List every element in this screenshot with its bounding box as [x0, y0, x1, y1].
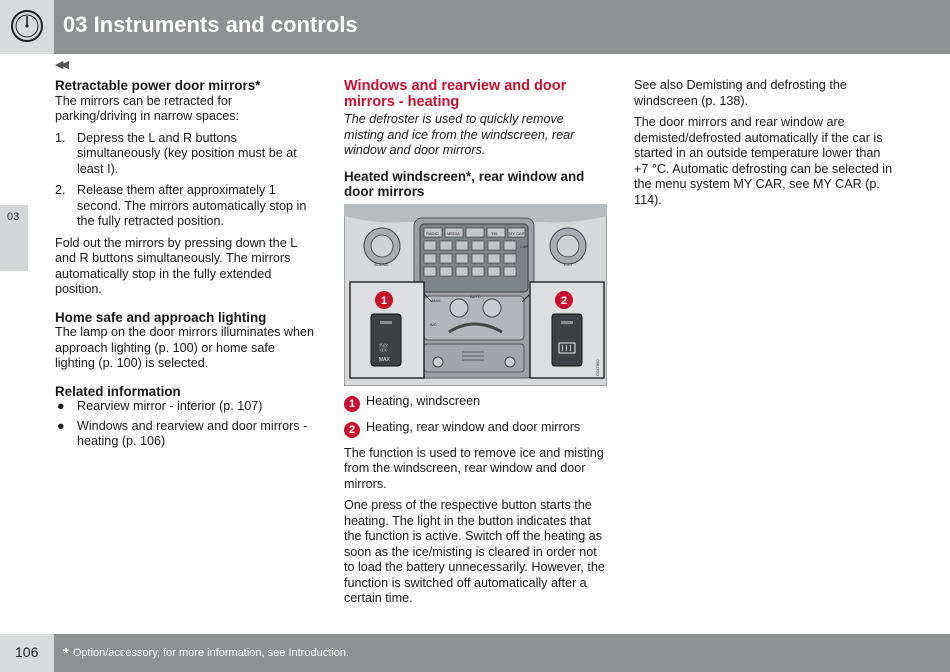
bullet: ●	[57, 399, 65, 413]
figure-code: G047860	[595, 359, 600, 376]
max-label: MAX	[379, 356, 390, 363]
figure-badge-2: 2	[560, 294, 568, 307]
section-intro: The defroster is used to quickly remove misting and ice from the windscreen, rear window and door mirrors.	[344, 112, 575, 157]
related-link[interactable]: Rearview mirror - interior (p. 107)	[77, 399, 263, 413]
section-heading: Windows and rearview and door mirrors - heating	[344, 78, 567, 110]
panel-label-exit: EXIT	[564, 261, 573, 267]
auto-defrost-text: The door mirrors and rear window are demisted/defrosted automatically if the car is started in an outside temperature lower than +7 °C. Automatic defrosting can be selected in the menu system MY CAR, see MY CAR (p. 114).	[634, 115, 893, 207]
operation-text: One press of the respective button starts the heating. The light in the button indicates that the function is active. Switch off the heating as soon as the ice/misting is cleared in order not to load the battery unnecessarily. However, the function is switched off automatically after a certain time.	[344, 498, 605, 605]
steps-list	[55, 131, 317, 230]
windscreen-defrost-icon: ⛆	[379, 341, 388, 355]
step-number: 2.	[55, 183, 66, 197]
step-text: Depress the L and R buttons simultaneously (key position must be at least I).	[77, 130, 297, 176]
list-item[interactable]	[55, 419, 317, 450]
control-panel-illustration	[344, 204, 607, 386]
step-number: 1.	[55, 130, 66, 145]
chapter-tab-label: 03	[7, 211, 20, 223]
footnote-text: Option/accessory, for more information, see Introduction.	[72, 647, 349, 659]
related-link[interactable]: Windows and rearview and door mirrors - heating (p. 106)	[77, 418, 308, 448]
see-also-text: See also Demisting and defrosting the windscreen (p. 138).	[634, 78, 847, 108]
function-text: The function is used to remove ice and misting from the windscreen, rear window and door mirrors.	[344, 445, 604, 491]
fold-out-text: Fold out the mirrors by pressing down the L and R buttons simultaneously. The mirrors automatically stop in the fully extended position.	[55, 235, 297, 296]
list-item	[55, 183, 317, 230]
page-title: 03 Instruments and controls	[63, 12, 358, 37]
middle-column	[344, 78, 606, 613]
panel-label-tel: TEL	[491, 230, 499, 236]
home-safe-text: The lamp on the door mirrors illuminates when approach lighting (p. 100) or home safe lighting (p. 100) is selected.	[55, 325, 314, 370]
callout-text: Heating, rear window and door mirrors	[366, 419, 581, 434]
back-arrows-icon[interactable]: ◀◀	[55, 59, 66, 71]
footnote-star: *	[63, 645, 69, 662]
footnote	[63, 645, 349, 662]
panel-label-ac: A/C	[430, 321, 437, 327]
callout-badge: 2	[344, 422, 360, 438]
callout-item-1	[344, 394, 606, 412]
left-column	[55, 78, 317, 454]
figure-badge-1: 1	[380, 294, 388, 307]
panel-label-sound: SOUND	[374, 261, 389, 267]
callout-item-2	[344, 420, 606, 438]
control-panel-figure	[344, 204, 607, 386]
list-item	[55, 131, 317, 178]
retract-heading: Retractable power door mirrors*	[55, 78, 261, 93]
related-list	[55, 399, 317, 450]
panel-label-auto: AUTO	[470, 293, 482, 299]
right-column	[634, 78, 896, 214]
sub-heading: Heated windscreen*, rear window and door mirrors	[344, 168, 585, 199]
panel-label-media: MEDIA	[447, 230, 460, 236]
callout-text: Heating, windscreen	[366, 393, 481, 408]
retract-intro: The mirrors can be retracted for parking/driving in narrow spaces:	[55, 93, 240, 123]
bullet: ●	[57, 418, 65, 433]
step-text: Release them after approximately 1 second. The mirrors automatically stop in the fully retracted position.	[77, 183, 307, 228]
header-icon-box	[0, 0, 54, 54]
gauge-icon	[10, 9, 44, 43]
panel-label-max-small: MAX	[432, 297, 441, 303]
chapter-tab	[0, 205, 28, 271]
page-number-box	[0, 634, 54, 672]
panel-label-radio: RADIO	[426, 230, 439, 236]
panel-label-car: CAR	[520, 243, 529, 249]
panel-label-mycar: MY CAR	[509, 230, 525, 236]
page-number: 106	[15, 644, 39, 660]
home-safe-heading: Home safe and approach lighting	[55, 309, 267, 325]
related-heading: Related information	[55, 383, 181, 399]
callout-badge: 1	[344, 396, 360, 412]
list-item[interactable]	[55, 399, 317, 415]
